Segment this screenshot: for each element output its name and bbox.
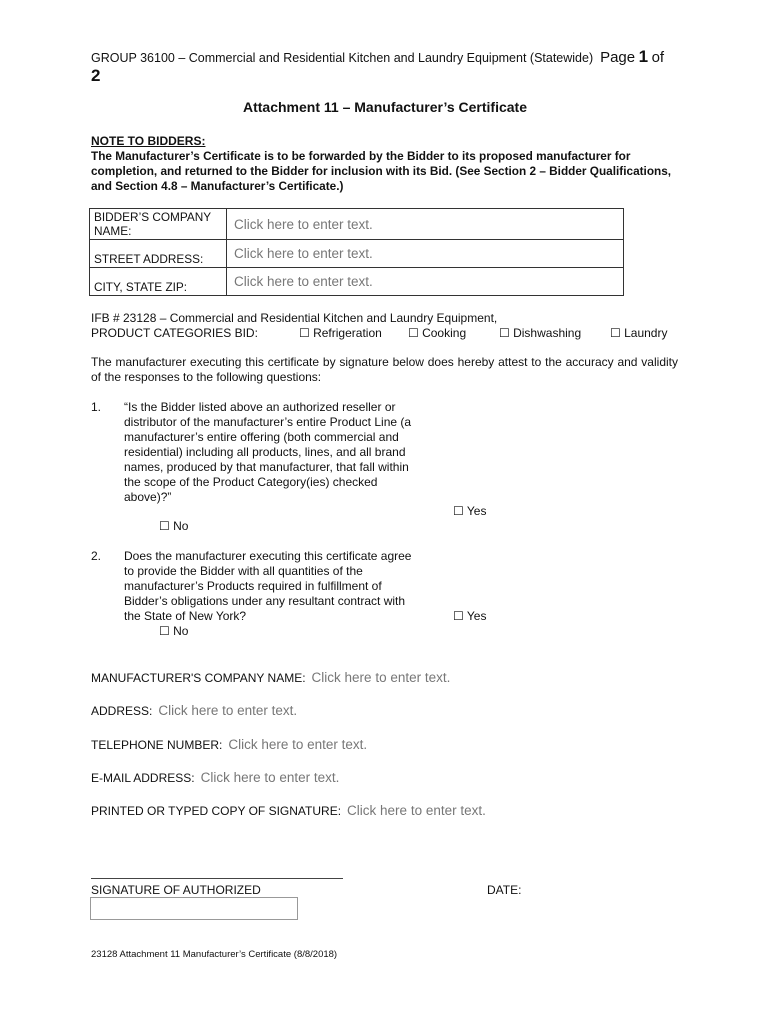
table-row xyxy=(90,209,624,240)
page-footer: 23128 Attachment 11 Manufacturer’s Certificate (8/8/2018) xyxy=(91,949,338,960)
telephone-label: TELEPHONE NUMBER: xyxy=(91,738,223,752)
city-state-zip-field[interactable]: Click here to enter text. xyxy=(227,268,624,296)
printed-signature-label: PRINTED OR TYPED COPY OF SIGNATURE: xyxy=(91,804,342,818)
manufacturer-company-field[interactable]: Click here to enter text. xyxy=(311,670,451,685)
address-label: ADDRESS: xyxy=(91,704,153,718)
question-2-yes-checkbox[interactable]: ☐ Yes xyxy=(453,609,487,623)
page-number: 1 xyxy=(638,47,649,66)
page-label: Page xyxy=(600,49,636,66)
bidder-company-field[interactable]: Click here to enter text. xyxy=(227,209,624,240)
street-address-field[interactable]: Click here to enter text. xyxy=(227,240,624,268)
email-row xyxy=(91,770,339,785)
address-row xyxy=(91,703,297,718)
category-dishwashing-checkbox[interactable]: ☐ Dishwashing xyxy=(499,326,582,340)
bidder-company-label: BIDDER’S COMPANY NAME: xyxy=(90,209,227,240)
printed-signature-row xyxy=(91,803,486,818)
table-row xyxy=(90,240,624,268)
table-row xyxy=(90,268,624,296)
printed-signature-field[interactable]: Click here to enter text. xyxy=(347,803,486,818)
telephone-field[interactable]: Click here to enter text. xyxy=(228,737,368,752)
ifb-line: IFB # 23128 – Commercial and Residential Kitchen and Laundry Equipment, xyxy=(91,311,498,325)
question-1-no-checkbox[interactable]: ☐ No xyxy=(159,519,189,533)
question-2-number: 2. xyxy=(91,549,102,563)
city-state-zip-label: CITY, STATE ZIP: xyxy=(90,268,227,296)
email-field[interactable]: Click here to enter text. xyxy=(200,770,340,785)
manufacturer-company-row xyxy=(91,670,450,685)
category-laundry-checkbox[interactable]: ☐ Laundry xyxy=(610,326,668,340)
attestation-text: The manufacturer executing this certificate by signature below does hereby attest to the accuracy and validity of the responses to the following questions: xyxy=(91,355,678,384)
question-1-text: “Is the Bidder listed above an authorized reseller or distributor of the manufacturer’s entire Product Line (a manufacturer’s entire offering (both commercial and residential) including all products, lines, and all brand names, produced by that manufacturer, that fall within the scope of the Product Category(ies) checked above)?” xyxy=(124,400,412,504)
signature-line xyxy=(91,878,343,879)
categories-label: PRODUCT CATEGORIES BID: xyxy=(91,326,258,340)
bidder-info-table xyxy=(89,208,624,296)
question-1-number: 1. xyxy=(91,400,102,414)
street-address-label: STREET ADDRESS: xyxy=(90,240,227,268)
note-heading: NOTE TO BIDDERS: xyxy=(91,134,206,148)
signature-label: SIGNATURE OF AUTHORIZED xyxy=(91,883,261,897)
category-cooking-checkbox[interactable]: ☐ Cooking xyxy=(408,326,467,340)
signature-input-box[interactable] xyxy=(90,897,298,920)
document-title: Attachment 11 – Manufacturer’s Certificate xyxy=(243,99,527,115)
address-field[interactable]: Click here to enter text. xyxy=(158,703,298,718)
question-2-text: Does the manufacturer executing this certificate agree to provide the Bidder with all quantities of the manufacturer’s Products required in fulfillment of Bidder’s obligations under any resultant contract with the State of New York? xyxy=(124,549,412,623)
date-label: DATE: xyxy=(487,883,522,897)
of-label: of xyxy=(651,49,665,66)
group-title: GROUP 36100 – Commercial and Residential Kitchen and Laundry Equipment (Statewide) xyxy=(91,51,594,65)
manufacturer-company-label: MANUFACTURER'S COMPANY NAME: xyxy=(91,671,306,685)
page-header xyxy=(91,48,711,86)
question-1-yes-checkbox[interactable]: ☐ Yes xyxy=(453,504,487,518)
category-refrigeration-checkbox[interactable]: ☐ Refrigeration xyxy=(299,326,382,340)
question-2-no-checkbox[interactable]: ☐ No xyxy=(159,624,189,638)
note-body: The Manufacturer’s Certificate is to be forwarded by the Bidder to its proposed manufacturer for completion, and returned to the Bidder for inclusion with its Bid. (See Section 2 – Bidder Qualifications, and Section 4.8 – Manufacturer’s Certificate.) xyxy=(91,149,672,193)
email-label: E-MAIL ADDRESS: xyxy=(91,771,195,785)
page-total: 2 xyxy=(91,66,101,85)
telephone-row xyxy=(91,737,367,752)
